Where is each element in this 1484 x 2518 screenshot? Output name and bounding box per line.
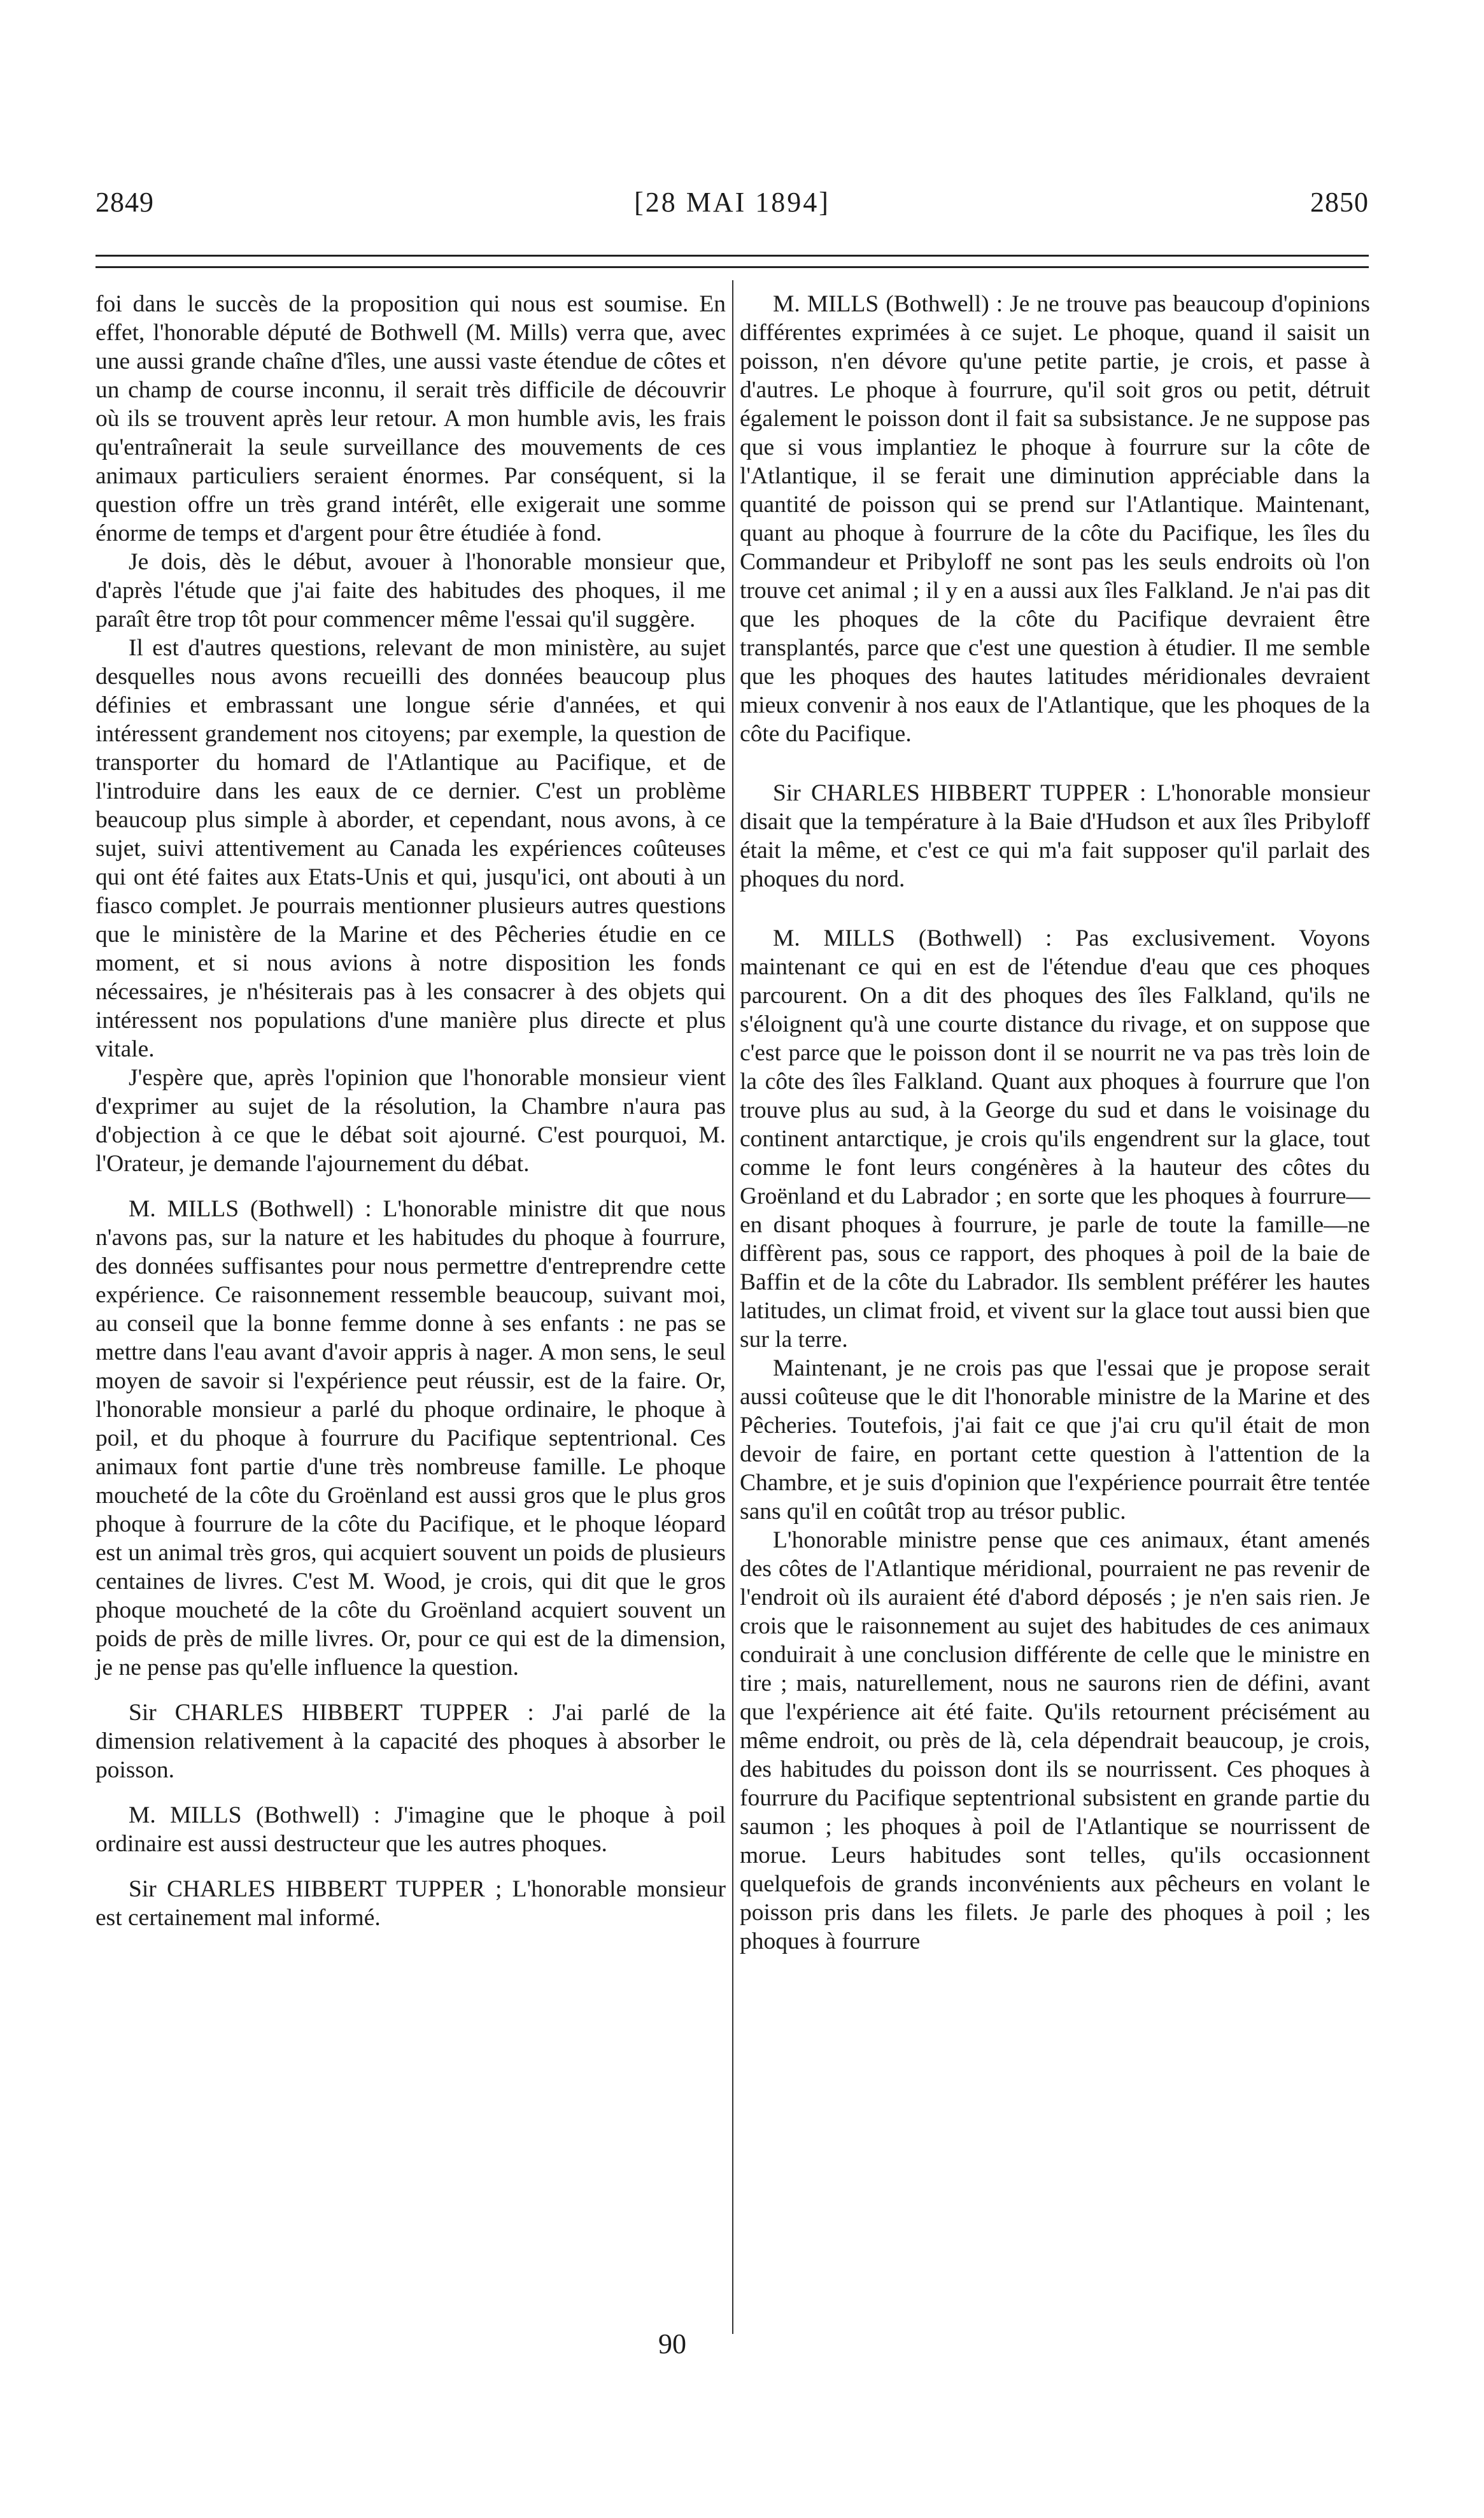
page-date: [28 MAI 1894]	[634, 187, 830, 218]
speech-paragraph: Sir CHARLES HIBBERT TUPPER : J'ai parlé de la dimension relativement à la capacité des phoques à absorber le poisson.	[95, 1700, 726, 1783]
page-number-left: 2849	[95, 187, 154, 218]
right-column	[740, 290, 1370, 1956]
speech-paragraph: M. MILLS (Bothwell) : Pas exclusivement. Voyons maintenant ce qui en est de l'étendue d'eau que ces phoques parcourent. On a dit des phoques des îles Falkland, qu'ils ne s'éloignent qu'à une courte distance du rivage, et on suppose que c'est parce que le poisson dont il se nourrit ne va pas très loin de la côte des îles Falkland. Quant aux phoques à fourrure que l'on trouve plus au sud, à la George du sud et dans le voisinage du continent antarctique, je crois qu'ils engendrent sur la glace, tout comme le font leurs congénères à la hauteur des côtes du Groënland et du Labrador ; en sorte que les phoques à fourrure—en disant phoques à fourrure, je parle de toute la famille—ne diffèrent pas, sous ce rapport, des phoques à poil de la baie de Baffin et de la côte du Labrador. Ils semblent préférer les hautes latitudes, un climat froid, et vivent sur la glace tout aussi bien que sur la terre.	[740, 925, 1370, 1353]
paragraph: foi dans le succès de la proposition qui nous est soumise. En effet, l'honorable député de Bothwell (M. Mills) verra que, avec une aussi grande chaîne d'îles, une aussi vaste étendue de côtes et un champ de course inconnu, il serait très difficile de découvrir où ils se trouvent après leur retour. A mon humble avis, les frais qu'entraînerait la seule surveillance des mouvements de ces animaux particuliers seraient énormes. Par conséquent, si la question offre un très grand intérêt, elle exigerait une somme énorme de temps et d'argent pour être étudiée à fond.	[95, 291, 726, 546]
header-rule-bottom	[95, 266, 1369, 268]
paragraph: L'honorable ministre pense que ces animaux, étant amenés des côtes de l'Atlantique méridional, pourraient ne pas revenir de l'endroit où ils auraient été d'abord déposés ; je n'en sais rien. Je crois que le raisonnement au sujet des habitudes de ces animaux conduirait à une conclusion différente de celle que le ministre en tire ; mais, naturellement, nous ne saurons rien de défini, avant que l'expérience ait été faite. Qu'ils retournent précisément au même endroit, ou près de là, cela dépendrait beaucoup, je crois, des habitudes du poisson dont ils se nourrissent. Ces phoques à fourrure du Pacifique septentrional subsistent en grande partie du saumon ; les phoques à poil de l'Atlantique se nourrissent de morue. Leurs habitudes sont telles, qu'ils occasionnent quelquefois de grands inconvénients aux pêcheurs en volant le poisson pris dans les filets. Je parle des phoques à poil ; les phoques à fourrure	[740, 1527, 1370, 1954]
signature-mark: 90	[658, 2328, 686, 2359]
page-number-right: 2850	[1310, 187, 1369, 218]
speech-paragraph: M. MILLS (Bothwell) : J'imagine que le phoque à poil ordinaire est aussi destructeur que les autres phoques.	[95, 1802, 726, 1857]
page-header	[95, 186, 1369, 224]
left-column	[95, 290, 726, 1932]
paragraph: J'espère que, après l'opinion que l'honorable monsieur vient d'exprimer au sujet de la résolution, la Chambre n'aura pas d'objection à ce que le débat soit ajourné. C'est pourquoi, M. l'Orateur, je demande l'ajournement du débat.	[95, 1065, 726, 1177]
speech-paragraph: Sir CHARLES HIBBERT TUPPER ; L'honorable monsieur est certainement mal informé.	[95, 1876, 726, 1931]
paragraph: Maintenant, je ne crois pas que l'essai que je propose serait aussi coûteuse que le dit l'honorable ministre de la Marine et des Pêcheries. Toutefois, j'ai fait ce que j'ai cru qu'il était de mon devoir de faire, en portant cette question à l'attention de la Chambre, et je suis d'opinion que l'expérience pourrait être tentée sans qu'il en coûtât trop au trésor public.	[740, 1355, 1370, 1525]
header-rule-top	[95, 255, 1369, 257]
paragraph: Il est d'autres questions, relevant de mon ministère, au sujet desquelles nous avons recueilli des données beaucoup plus définies et embrassant une longue série d'années, et qui intéressent grandement nos citoyens; par exemple, la question de transporter du homard de l'Atlantique au Pacifique, et de l'introduire dans les eaux de ce dernier. C'est un problème beaucoup plus simple à aborder, et cependant, nous avons, à ce sujet, suivi attentivement au Canada les expériences coûteuses qui ont été faites aux Etats-Unis et qui, jusqu'ici, ont abouti à un fiasco complet. Je pourrais mentionner plusieurs autres questions que le ministère de la Marine et des Pêcheries étudie en ce moment, et si nous avions à notre disposition les fonds nécessaires, je n'hésiterais pas à les consacrer à des objets qui intéressent nos populations d'une manière plus directe et plus vitale.	[95, 635, 726, 1062]
column-divider	[732, 280, 733, 2334]
speech-paragraph: Sir CHARLES HIBBERT TUPPER : L'honorable monsieur disait que la température à la Baie d'Hudson et aux îles Pribyloff était la même, et c'est ce qui m'a fait supposer qu'il parlait des phoques du nord.	[740, 780, 1370, 892]
paragraph: Je dois, dès le début, avouer à l'honorable monsieur que, d'après l'étude que j'ai faite des habitudes des phoques, il me paraît être trop tôt pour commencer même l'essai qu'il suggère.	[95, 549, 726, 632]
speech-paragraph: M. MILLS (Bothwell) : Je ne trouve pas beaucoup d'opinions différentes exprimées à ce sujet. Le phoque, quand il saisit un poisson, n'en dévore qu'une petite partie, je crois, et passe à d'autres. Le phoque à fourrure, qu'il soit gros ou petit, détruit également le poisson dont il fait sa subsistance. Je ne suppose pas que si vous implantiez le phoque à fourrure sur la côte de l'Atlantique, il se ferait une diminution appréciable dans la quantité de poisson qui se prend sur l'Atlantique. Maintenant, quant au phoque à fourrure de la côte du Pacifique, les îles du Commandeur et Pribyloff ne sont pas les seuls endroits où l'on trouve cet animal ; il y en a aussi aux îles Falkland. Je n'ai pas dit que les phoques de la côte du Pacifique devraient être transplantés, parce que c'est une question à étudier. Il me semble que les phoques des hautes latitudes méridionales devraient mieux convenir à nos eaux de l'Atlantique, que les phoques de la côte du Pacifique.	[740, 291, 1370, 747]
speech-paragraph: M. MILLS (Bothwell) : L'honorable ministre dit que nous n'avons pas, sur la nature et les habitudes du phoque à fourrure, des données suffisantes pour nous permettre d'entreprendre cette expérience. Ce raisonnement ressemble beaucoup, suivant moi, au conseil que la bonne femme donne à ses enfants : ne pas se mettre dans l'eau avant d'avoir appris à nager. A mon sens, le seul moyen de savoir si l'expérience peut réussir, est de la faire. Or, l'honorable monsieur a parlé du phoque ordinaire, le phoque à poil, et du phoque à fourrure du Pacifique septentrional. Ces animaux font partie d'une très nombreuse famille. Le phoque moucheté de la côte du Groënland est aussi gros que le plus gros phoque à fourrure de la côte du Pacifique, et le phoque léopard est un animal très gros, qui acquiert souvent un poids de plusieurs centaines de livres. C'est M. Wood, je crois, qui dit que le gros phoque moucheté de la côte du Groënland acquiert souvent un poids de près de mille livres. Or, pour ce qui est de la dimension, je ne pense pas qu'elle influence la question.	[95, 1196, 726, 1681]
